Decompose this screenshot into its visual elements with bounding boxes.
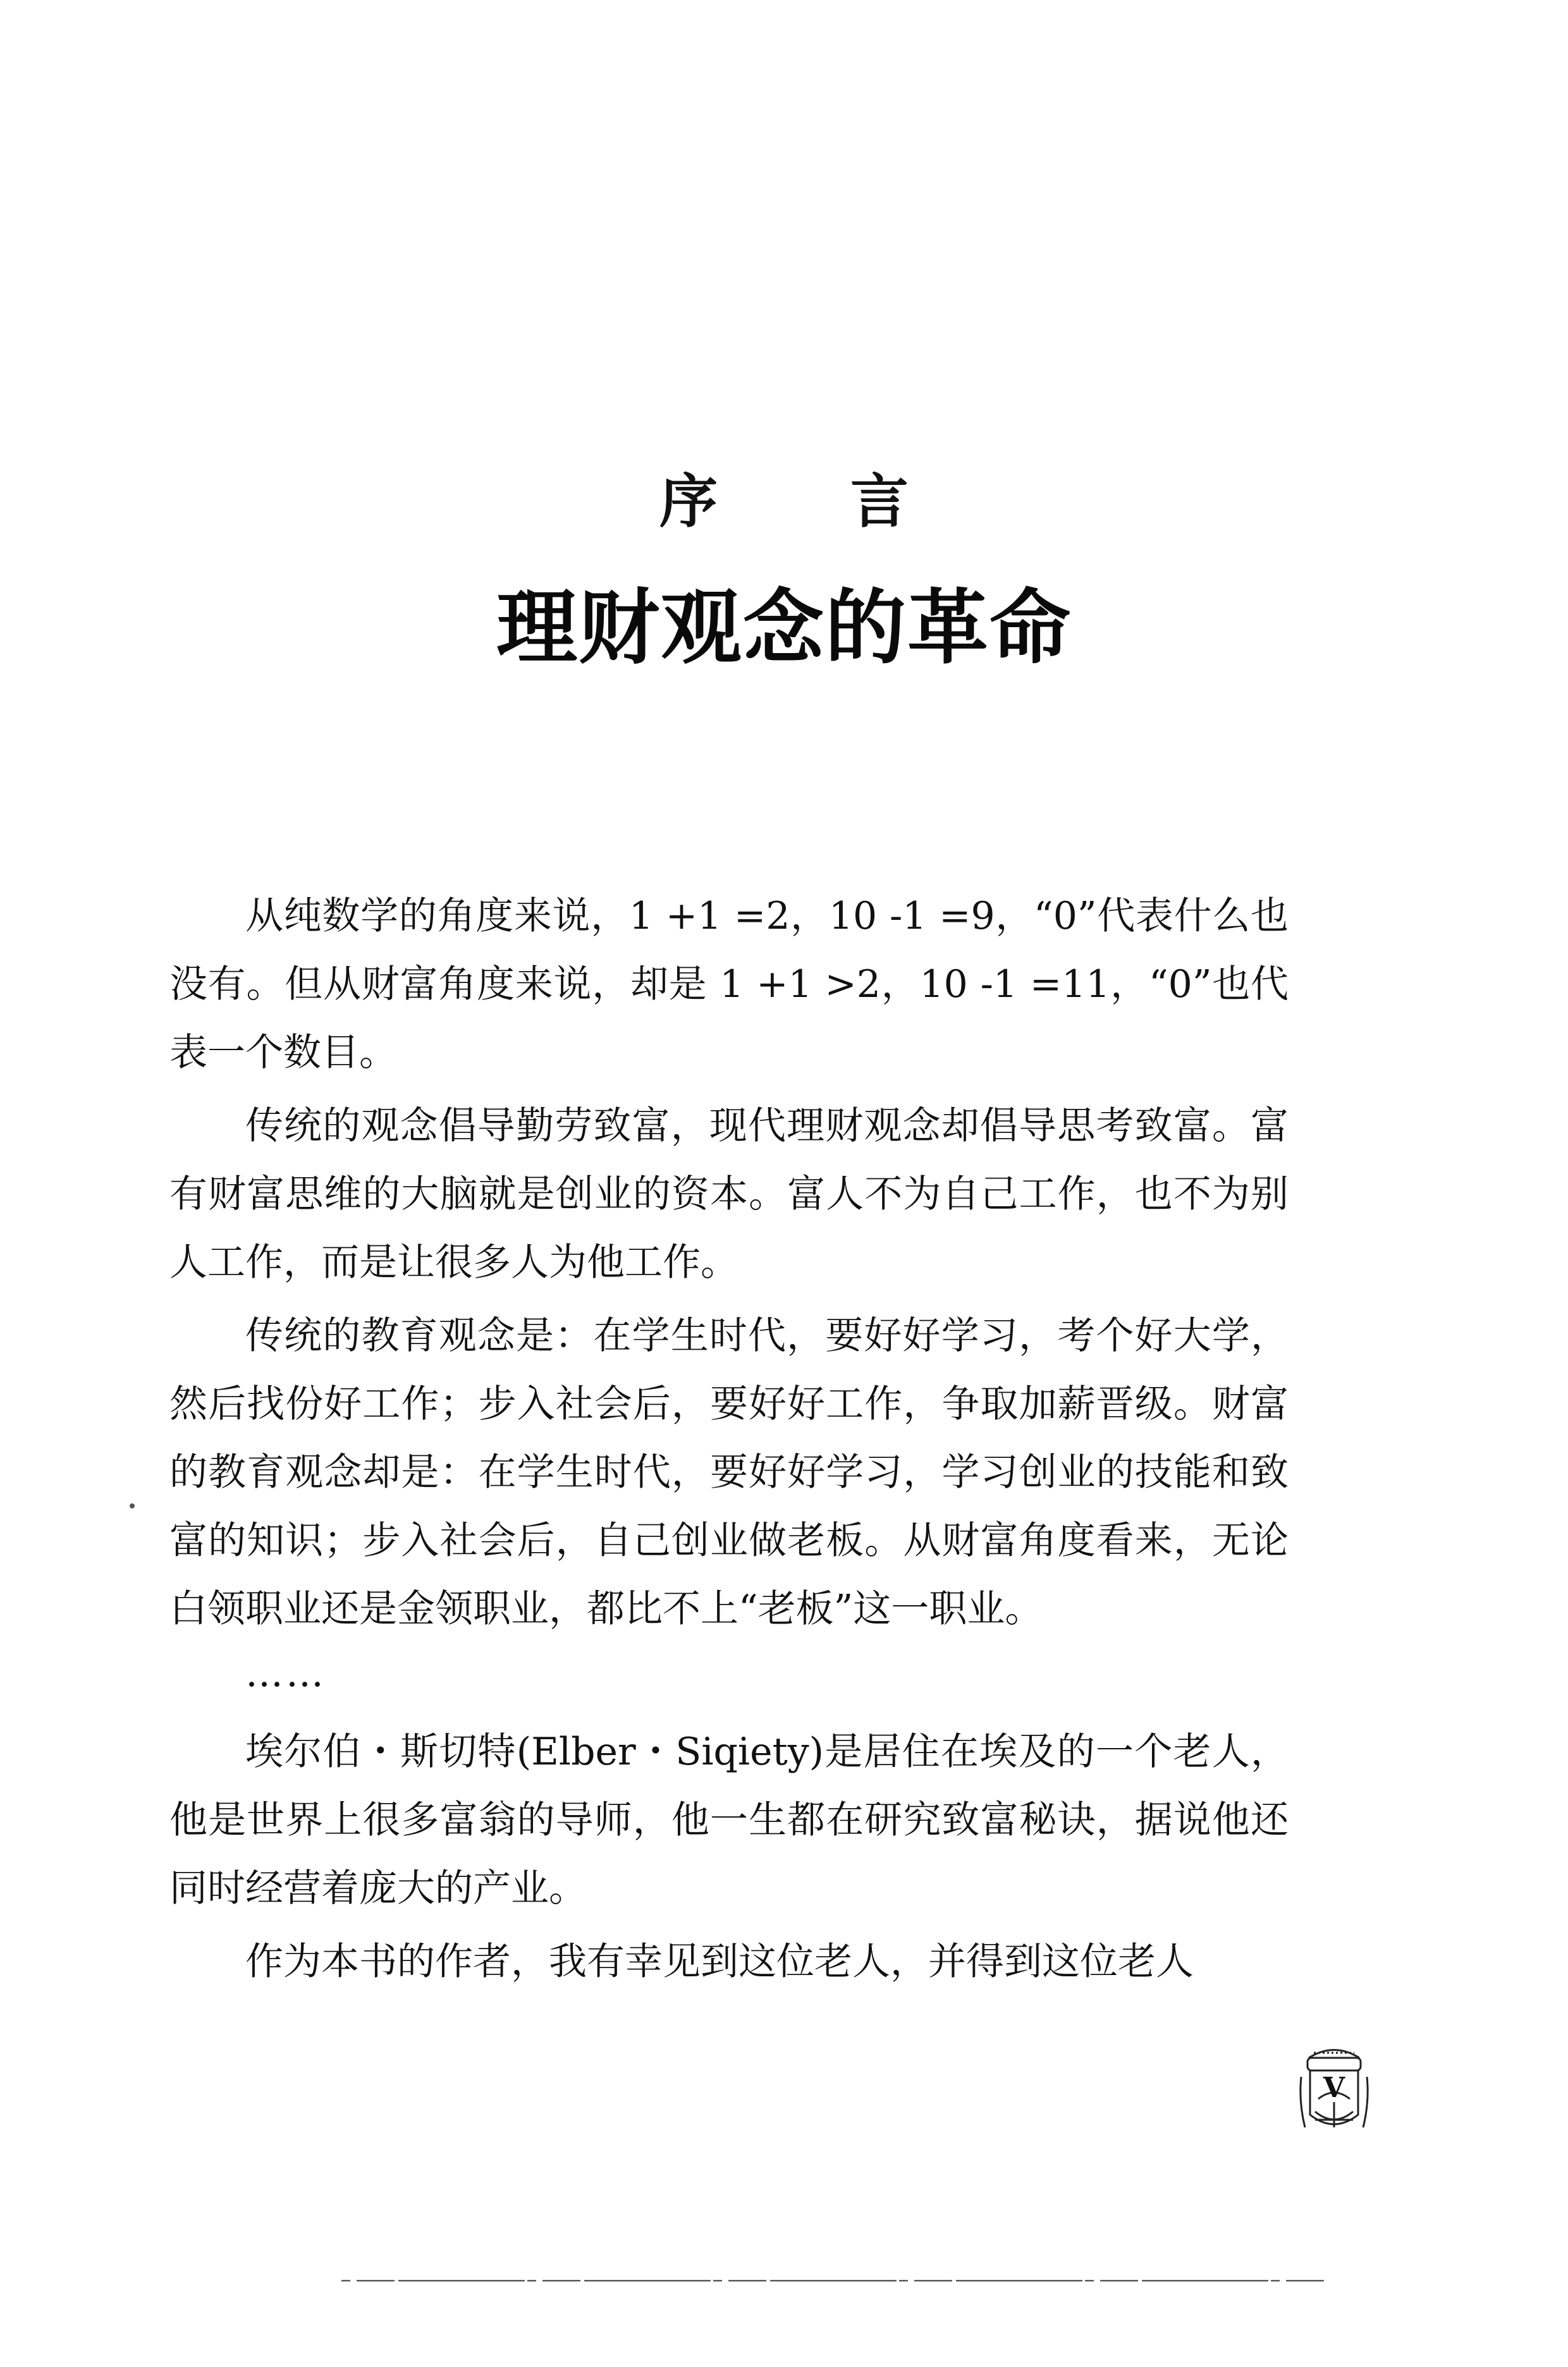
footer-rule — [341, 2280, 1328, 2282]
page-seal-icon — [1296, 2039, 1372, 2134]
paragraph: 埃尔伯・斯切特(Elber・Siqiety)是居住在埃及的一个老人，他是世界上很多富翁的导师，他一生都在研究致富秘诀，据说他还同时经营着庞大的产业。 — [169, 1730, 1289, 1911]
ellipsis: …… — [245, 1651, 326, 1696]
paragraph: 传统的观念倡导勤劳致富，现代理财观念却倡导思考致富。富有财富思维的大脑就是创业的资本。富人不为自己工作，也不为别人工作，而是让很多人为他工作。 — [169, 1104, 1289, 1285]
paragraph: 作为本书的作者，我有幸见到这位老人，并得到这位老人 — [245, 1940, 1194, 1984]
scan-speck — [130, 1503, 135, 1508]
section-label: 序言 — [659, 467, 1041, 535]
body-text — [169, 882, 1289, 2001]
paragraph: 从纯数学的角度来说，1 +1 =2，10 -1 =9，“0”代表什么也没有。但从财富角度来说，却是 1 +1 >2，10 -1 =11，“0”也代表一个数目。 — [169, 894, 1289, 1075]
paragraph: 传统的教育观念是：在学生时代，要好好学习，考个好大学，然后找份好工作；步入社会后，要好好工作，争取加薪晋级。财富的教育观念却是：在学生时代，要好好学习，学习创业的技能和致富的知识；步入社会后，自己创业做老板。从财富角度看来，无论白领职业还是金领职业，都比不上“老板”这一职业。 — [169, 1314, 1289, 1631]
chapter-title: 理财观念的革命 — [496, 580, 1072, 675]
svg-text:V: V — [1323, 2072, 1345, 2104]
